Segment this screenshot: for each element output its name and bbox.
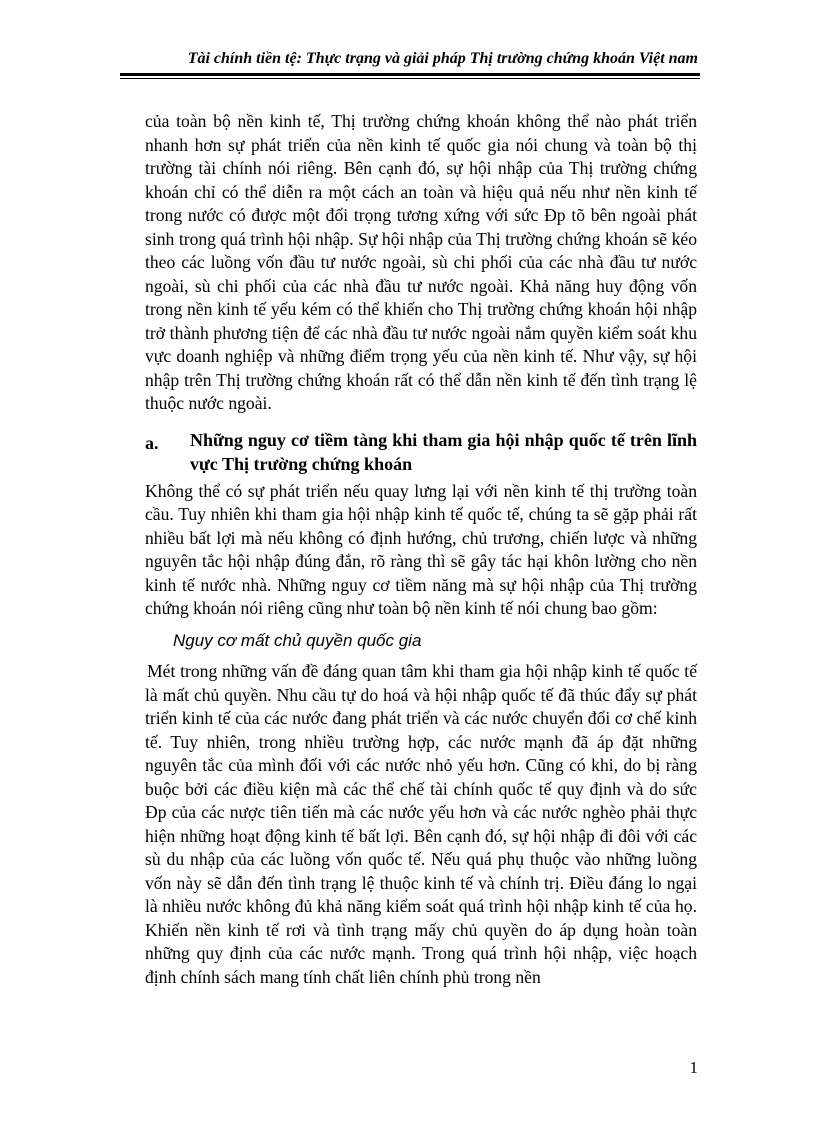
running-header: Tài chính tiền tệ: Thực trạng và giải pháp Thị trường chứng khoán Việt nam <box>187 50 698 67</box>
subheading: Nguy cơ mất chủ quyền quốc gia <box>173 630 422 650</box>
header-rule-thin <box>120 78 700 79</box>
paragraph-1: của toàn bộ nền kinh tế, Thị trường chứng khoán không thể nào phát triển nhanh hơn sự phát triển của nền kinh tế quốc gia nói chung và toàn bộ thị trường tài chính nói riêng. Bên cạnh đó, sự hội nhập của Thị trường chứng khoán chỉ có thể diễn ra một cách an toàn và hiệu quả nếu như nền kinh tế trong nước có được một đối trọng tương xứng với sức Ðp tõ bên ngoài phát sinh trong quá trình hội nhập. Sự hội nhập của Thị trường chứng khoán sẽ kéo theo các luồng vốn đầu tư nước ngoài, sù chi phối của các nhà đầu tư nước ngoài, sù chi phối của các nhà đầu tư nước ngoài. Khả năng huy động vốn trong nền kinh tế yếu kém có thể khiến cho Thị trường chứng khoán hội nhập trở thành phương tiện để các nhà đầu tư nước ngoài nắm quyền kiểm soát khu vực doanh nghiệp và những điểm trọng yếu của nền kinh tế. Như vậy, sự hội nhập trên Thị trường chứng khoán rất có thể dẫn nền kinh tế đến tình trạng lệ thuộc nước ngoài. <box>145 111 697 413</box>
page-body <box>145 110 697 989</box>
header-rule-thick <box>120 73 700 76</box>
paragraph-2: Không thể có sự phát triển nếu quay lưng lại với nền kinh tế thị trường toàn cầu. Tuy nhiên khi tham gia hội nhập kinh tế quốc tế, chúng ta sẽ gặp phải rất nhiều bất lợi mà nếu không có định hướng, chủ trương, chiến lược và những nguyên tắc hội nhập đúng đắn, rõ ràng thì sẽ gây tác hại khôn lường cho nền kinh tế nước nhà. Những nguy cơ tiềm năng mà sự hội nhập của Thị trường chứng khoán nói riêng cũng như toàn bộ nền kinh tế nói chung bao gồm: <box>145 480 697 618</box>
section-title: Những nguy cơ tiềm tàng khi tham gia hội nhập quốc tế trên lĩnh vực Thị trường chứng khoán <box>190 429 697 474</box>
page-number: 1 <box>689 1058 698 1077</box>
section-heading <box>145 428 697 476</box>
section-letter: a. <box>145 432 159 453</box>
paragraph-3: Mét trong những vấn đề đáng quan tâm khi tham gia hội nhập kinh tế quốc tế là mất chủ quyền. Nhu cầu tự do hoá và hội nhập quốc tế đã thúc đẩy sự phát triển kinh tế của các nước đang phát triển và các nước chuyển đổi cơ chế kinh tế. Tuy nhiên, trong nhiều trường hợp, các nước mạnh đã áp đặt những nguyên tắc của mình đối với các nước nhỏ yếu hơn. Cũng có khi, do bị ràng buộc bởi các điều kiện mà các thể chế tài chính quốc tế quy định và do sức Ðp của các nược tiên tiến mà các nước yếu hơn và các nước nghèo phải thực hiện những hoạt động kinh tế bất lợi. Bên cạnh đó, sự hội nhập đi đôi với các sù du nhập của các luồng vốn quốc tế. Nếu quá phụ thuộc vào những luồng vốn này sẽ dẫn đến tình trạng lệ thuộc kinh tế và chính trị. Điều đáng lo ngại là nhiều nước không đủ khả năng kiểm soát quá trình hội nhập kinh tế của họ. Khiến nền kinh tế rơi và tình trạng mấy chủ quyền do áp dụng hoàn toàn những quy định của các nước mạnh. Trong quá trình hội nhập, việc hoạch định chính sách mang tính chất liên chính phủ trong nền <box>145 661 697 987</box>
